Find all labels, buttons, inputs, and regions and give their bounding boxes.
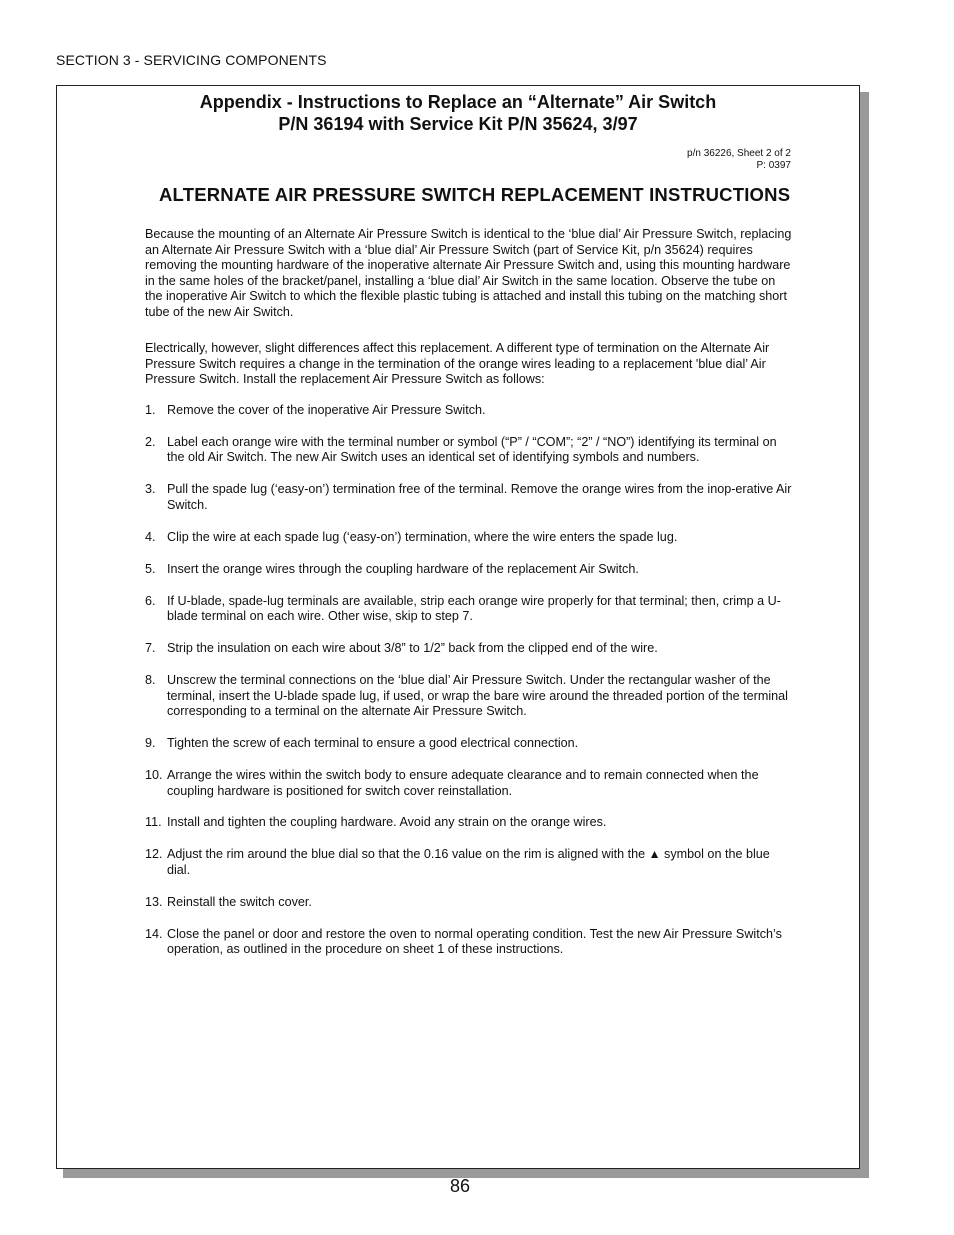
page-number: 86 bbox=[449, 1176, 471, 1196]
instruction-box bbox=[56, 85, 860, 1169]
step-number: 14. bbox=[145, 926, 163, 941]
step-item bbox=[145, 403, 795, 419]
step-number: 5. bbox=[145, 561, 156, 576]
step-item bbox=[145, 562, 795, 578]
step-text: If U-blade, spade-lug terminals are available, strip each orange wire properly for that terminal; then, crimp a U-blade terminal on each wire. Other wise, skip to step 7. bbox=[167, 593, 781, 624]
step-number: 2. bbox=[145, 434, 156, 449]
step-item bbox=[145, 736, 795, 752]
step-number: 7. bbox=[145, 641, 156, 656]
step-text: Reinstall the switch cover. bbox=[167, 894, 312, 909]
step-text-before-symbol: Adjust the rim around the blue dial so that the 0.16 value on the rim is aligned with the bbox=[167, 847, 649, 862]
sheet-reference bbox=[687, 148, 791, 172]
section-header: SECTION 3 - SERVICING COMPONENTS bbox=[56, 52, 327, 68]
title-line-2: P/N 36194 with Service Kit P/N 35624, 3/97 bbox=[278, 114, 638, 134]
sheet-ref-line-2: P: 0397 bbox=[756, 160, 791, 171]
step-text: Unscrew the terminal connections on the ‘blue dial’ Air Pressure Switch. Under the rectangular washer of the terminal, insert the U-blade spade lug, if used, or wrap the bare wire around the threaded portion of the terminal corresponding to a terminal on the alternate Air Pressure Switch. bbox=[167, 673, 788, 719]
step-text: Insert the orange wires through the coupling hardware of the replacement Air Switch. bbox=[167, 561, 639, 576]
step-item bbox=[145, 594, 795, 625]
step-text: Arrange the wires within the switch body to ensure adequate clearance and to remain connected when the coupling hardware is positioned for switch cover reinstallation. bbox=[167, 767, 759, 798]
instructions-heading: ALTERNATE AIR PRESSURE SWITCH REPLACEMENT INSTRUCTIONS bbox=[159, 184, 791, 205]
triangle-up-icon: ▲ bbox=[648, 847, 661, 862]
step-number: 9. bbox=[145, 736, 156, 751]
intro-paragraph-2: Electrically, however, slight differences affect this replacement. A different type of termination on the Alternate Air Pressure Switch requires a change in the termination of the orange wires leading to a replacement 'blue dial’ Air Pressure Switch. Install the replacement Air Pressure Switch as follows: bbox=[145, 341, 770, 387]
appendix-title bbox=[57, 91, 859, 135]
step-text: Close the panel or door and restore the oven to normal operating condition. Test the new Air Pressure Switch’s operation, as outlined in the procedure on sheet 1 of these instructions. bbox=[167, 926, 782, 957]
step-item bbox=[145, 673, 795, 720]
step-number: 6. bbox=[145, 593, 156, 608]
step-item bbox=[145, 895, 795, 911]
step-item bbox=[145, 847, 795, 878]
step-number: 1. bbox=[145, 403, 156, 417]
step-number: 13. bbox=[145, 894, 163, 909]
step-number: 12. bbox=[145, 847, 163, 862]
step-text: Label each orange wire with the terminal number or symbol (“P” / “COM”; “2” / “NO”) identifying its terminal on the old Air Switch. The new Air Switch uses an identical set of identifying symbols and numbers. bbox=[167, 434, 777, 465]
intro-paragraph-1: Because the mounting of an Alternate Air Pressure Switch is identical to the ‘blue dial’ Air Pressure Switch, replacing an Alternate Air Pressure Switch with a ‘blue dial’ Air Pressure Switch (part of Service Kit, p/n 35624) requires removing the mounting hardware of the inoperative alternate Air Pressure Switch and, using this mounting hardware in the same holes of the bracket/panel, installing a ‘blue dial’ Air Switch in the same location. Observe the tube on the inoperative Air Switch to which the flexible plastic tubing is attached and install this tubing on the matching short tube of the new Air Switch. bbox=[145, 227, 792, 319]
step-number: 3. bbox=[145, 482, 156, 497]
step-text: Clip the wire at each spade lug (‘easy-on’) termination, where the wire enters the spade lug. bbox=[167, 529, 678, 544]
steps-list bbox=[145, 403, 795, 974]
step-item bbox=[145, 768, 795, 799]
step-item bbox=[145, 530, 795, 546]
step-number: 10. bbox=[145, 767, 163, 782]
step-text-after-symbol: symbol on the blue dial. bbox=[167, 847, 770, 877]
step-number: 11. bbox=[145, 815, 162, 830]
step-item bbox=[145, 435, 795, 466]
step-number: 8. bbox=[145, 673, 156, 688]
step-item bbox=[145, 482, 795, 513]
step-item bbox=[145, 641, 795, 657]
sheet-ref-line-1: p/n 36226, Sheet 2 of 2 bbox=[687, 148, 791, 159]
step-text: Remove the cover of the inoperative Air Pressure Switch. bbox=[167, 403, 486, 417]
step-text: Strip the insulation on each wire about 3/8” to 1/2” back from the clipped end of the wire. bbox=[167, 641, 658, 656]
title-line-1: Appendix - Instructions to Replace an “Alternate” Air Switch bbox=[199, 92, 717, 112]
step-text bbox=[167, 847, 795, 878]
step-item bbox=[145, 927, 795, 958]
step-text: Pull the spade lug (‘easy-on’) termination free of the terminal. Remove the orange wires from the inop-erative Air Switch. bbox=[167, 482, 792, 512]
step-item bbox=[145, 815, 795, 831]
step-text: Install and tighten the coupling hardware. Avoid any strain on the orange wires. bbox=[167, 815, 607, 830]
step-text: Tighten the screw of each terminal to ensure a good electrical connection. bbox=[167, 736, 579, 751]
step-number: 4. bbox=[145, 529, 156, 544]
